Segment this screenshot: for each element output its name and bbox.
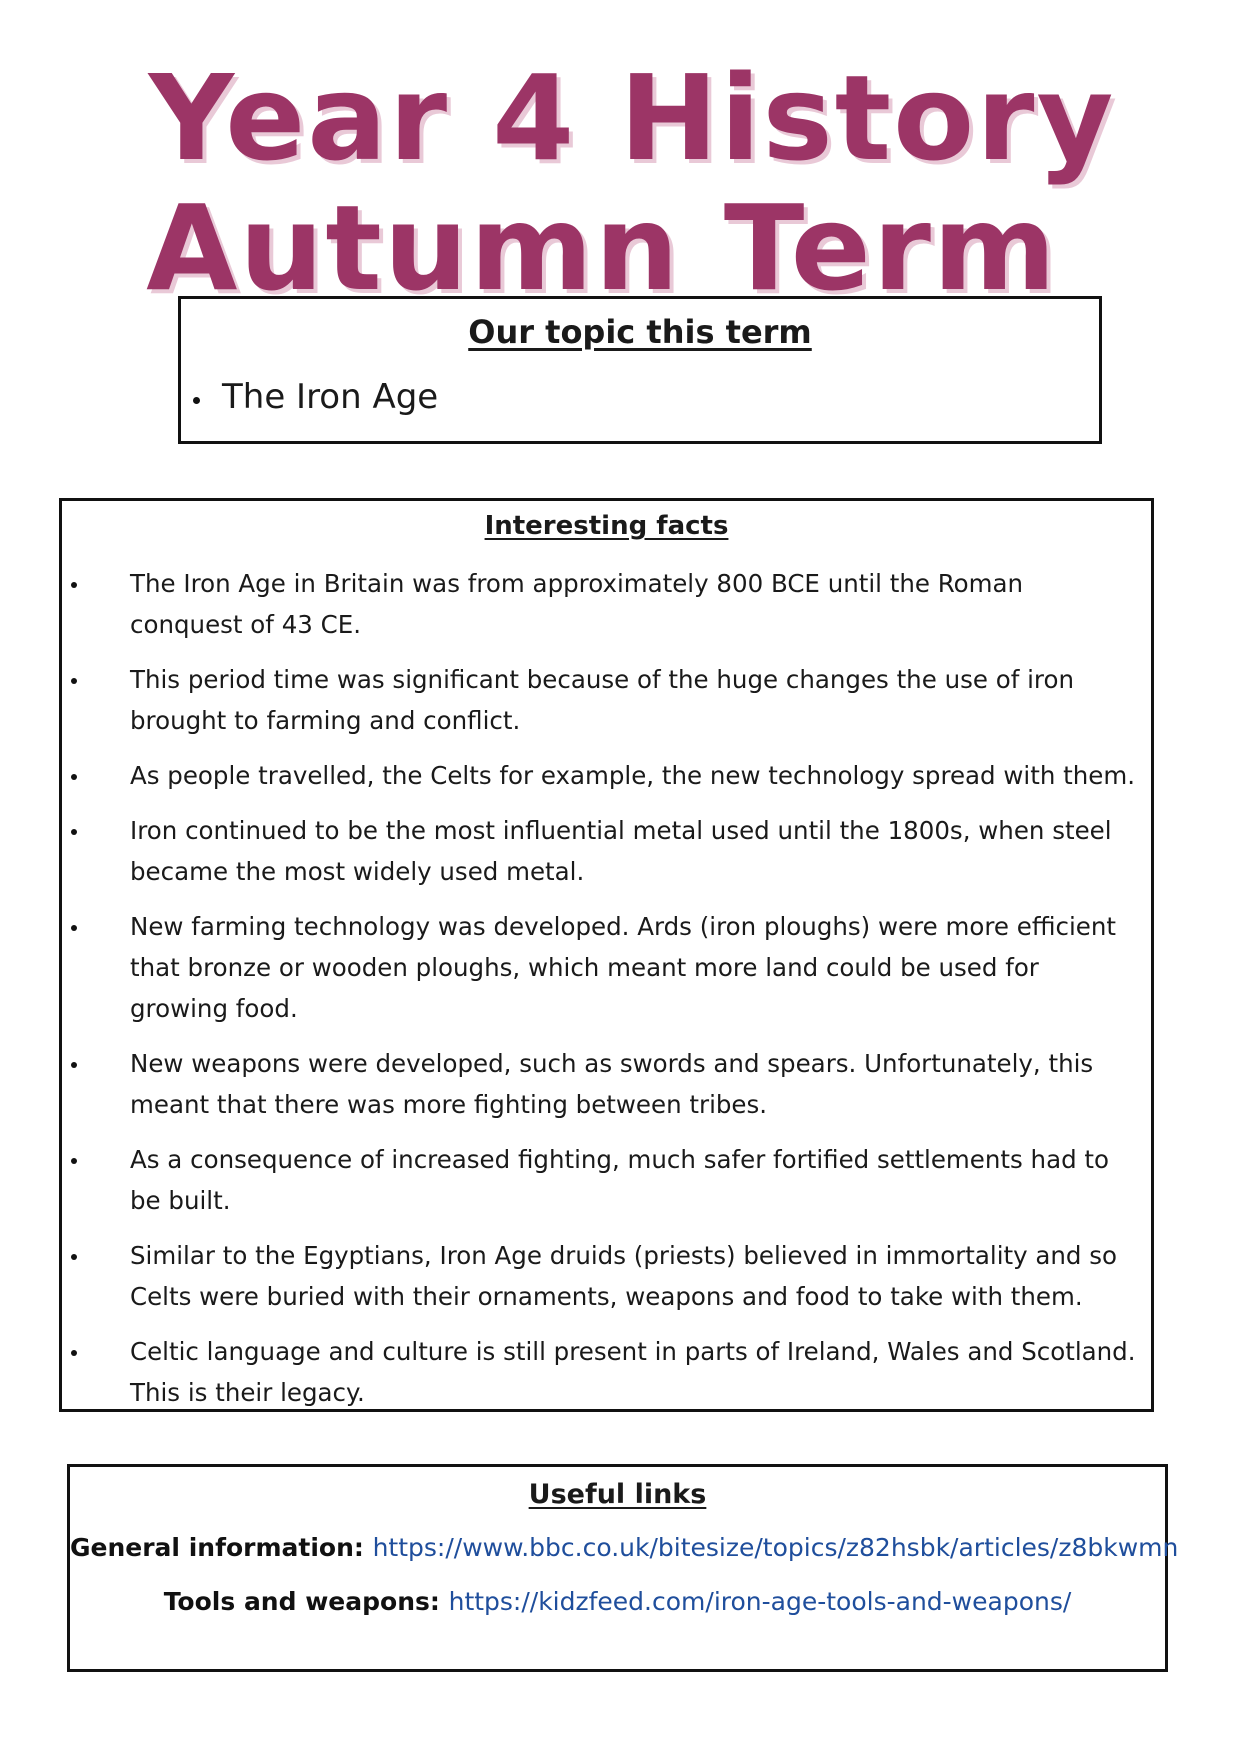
bullet-icon	[71, 582, 77, 588]
page-title-line-2: Autumn Term	[146, 179, 1058, 317]
fact-text: Similar to the Egyptians, Iron Age druids (priests) believed in immortality and so Celts were buried with their ornaments, weapons and food to take with them.	[130, 1241, 1118, 1311]
topic-heading: Our topic this term	[468, 313, 812, 351]
link-row-general-information	[70, 1533, 1179, 1562]
bullet-icon	[71, 925, 77, 931]
link-label: General information:	[70, 1533, 373, 1562]
bullet-icon	[71, 829, 77, 835]
bullet-icon	[71, 1158, 77, 1164]
facts-heading: Interesting facts	[484, 511, 729, 541]
topic-item	[193, 377, 438, 417]
fact-text: The Iron Age in Britain was from approximately 800 BCE until the Roman conquest of 43 CE.	[130, 569, 1024, 639]
bullet-icon	[71, 678, 77, 684]
bullet-icon	[71, 1254, 77, 1260]
bullet-icon	[193, 397, 200, 404]
links-heading: Useful links	[528, 1479, 707, 1510]
fact-text: New weapons were developed, such as swords and spears. Unfortunately, this meant that there was more fighting between tribes.	[130, 1049, 1094, 1119]
fact-item	[62, 906, 1151, 1029]
link-label: Tools and weapons:	[163, 1587, 449, 1616]
useful-links-box	[67, 1464, 1179, 1672]
interesting-facts-box	[59, 498, 1154, 1412]
fact-item	[62, 755, 1151, 796]
fact-item	[62, 1043, 1151, 1125]
fact-item	[62, 1235, 1151, 1317]
fact-item	[62, 1139, 1151, 1221]
fact-text: New farming technology was developed. Ards (iron ploughs) were more efficient that bronze or wooden ploughs, which meant more land could be used for growing food.	[130, 912, 1117, 1023]
fact-text: As a consequence of increased fighting, much safer fortified settlements had to be built.	[130, 1145, 1110, 1215]
tools-and-weapons-link[interactable]: https://kidzfeed.com/iron-age-tools-and-weapons/	[448, 1587, 1072, 1616]
general-information-link[interactable]: https://www.bbc.co.uk/bitesize/topics/z82hsbk/articles/z8bkwmn	[372, 1533, 1179, 1562]
fact-text: Celtic language and culture is still present in parts of Ireland, Wales and Scotland. This is their legacy.	[130, 1337, 1136, 1407]
fact-item	[62, 1331, 1151, 1413]
fact-text: Iron continued to be the most influential metal used until the 1800s, when steel became the most widely used metal.	[130, 816, 1112, 886]
bullet-icon	[71, 1062, 77, 1068]
page-title-line-1: Year 4 History	[148, 49, 1116, 187]
bullet-icon	[71, 1350, 77, 1356]
bullet-icon	[71, 774, 77, 780]
fact-item	[62, 810, 1151, 892]
link-row-tools-and-weapons	[70, 1587, 1165, 1616]
topic-box	[178, 296, 1102, 444]
fact-text: As people travelled, the Celts for example, the new technology spread with them.	[130, 761, 1136, 790]
facts-list	[62, 563, 1151, 1427]
fact-item	[62, 659, 1151, 741]
fact-text: This period time was significant because of the huge changes the use of iron brought to farming and conflict.	[130, 665, 1074, 735]
topic-item-text: The Iron Age	[222, 377, 439, 417]
fact-item	[62, 563, 1151, 645]
